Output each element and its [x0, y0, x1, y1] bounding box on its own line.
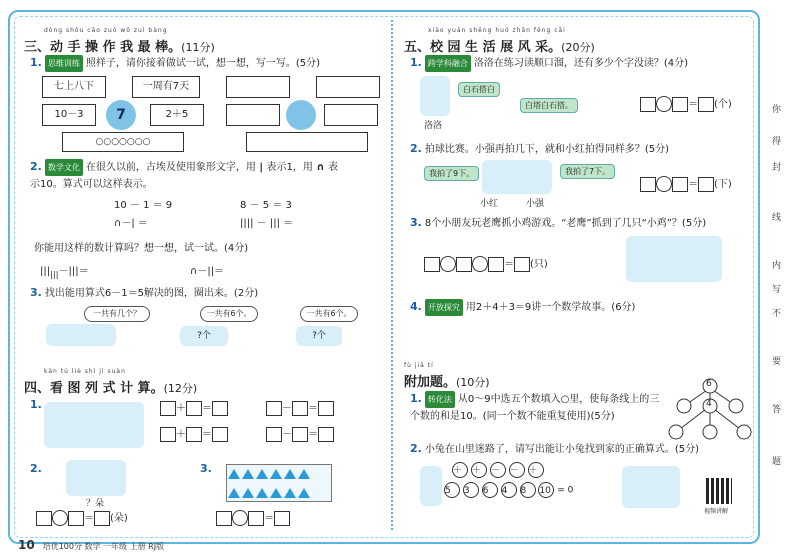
num-circle: 5: [444, 482, 460, 498]
op: －: [282, 429, 292, 440]
q5-3-eq: ＝ (只): [424, 256, 548, 273]
q4-3-eq: [216, 510, 290, 527]
margin-char: 答: [772, 405, 782, 415]
margin-char: 封: [772, 163, 782, 173]
q5-1-text: 洛洛在练习读顺口溜，还有多少个字没读？(4分): [473, 58, 689, 69]
path-numbers: [444, 482, 573, 500]
dots-row: ○○○○○○○: [62, 132, 184, 152]
q4-2-label: 2.: [30, 462, 42, 475]
num-circle: 3: [463, 482, 479, 498]
path-zero: = 0: [557, 485, 574, 496]
box-yizhou: 一周有7天: [132, 76, 200, 98]
qr-label: 视频讲解: [704, 508, 729, 515]
q3-1-num: 1.: [30, 56, 42, 69]
ex-1-num: 1.: [410, 392, 422, 405]
op: ＝: [308, 403, 318, 414]
column-divider: [391, 20, 393, 530]
ball-kids-image: [482, 160, 552, 194]
num-circle: 8: [520, 482, 536, 498]
q5-4: [410, 298, 635, 316]
q5-2-eq: ＝ (下): [640, 176, 732, 193]
sec5-pinyin: xiào yuán shēng huó zhǎn fēng cǎi: [428, 27, 566, 34]
q3-2-text4: 示10。算式可以这样表示。: [30, 179, 153, 190]
name-xiaoqiang: 小强: [526, 199, 545, 209]
q5-4-tag: 开放探究: [425, 299, 463, 316]
margin-char: 题: [772, 457, 782, 467]
sec3-title-text: 三、动 手 操 作 我 最 棒。: [24, 40, 182, 55]
q4-1-eq-d: [266, 426, 334, 443]
margin-char: 内: [772, 261, 782, 271]
ex-1: [410, 390, 660, 425]
q5-3-num: 3.: [410, 216, 422, 229]
eagle-game-image: [626, 236, 722, 282]
answer-box-c[interactable]: [226, 104, 280, 126]
answer-box-d[interactable]: [324, 104, 378, 126]
q3-1: [30, 54, 320, 72]
bubble-3: 一共有6个。: [300, 306, 358, 322]
ex2: ∩－||＝: [190, 266, 225, 277]
op-circle[interactable]: ＋: [528, 462, 544, 478]
q4-1-eq-a: [160, 400, 228, 417]
qr-code[interactable]: [706, 478, 732, 504]
flowers-image: [66, 460, 126, 496]
op: ＝: [202, 429, 212, 440]
q3-3-num: 3.: [30, 286, 42, 299]
ex-1-tag: 转化法: [425, 391, 455, 408]
tree-six: 6: [706, 379, 712, 389]
name-xiaohong: 小红: [480, 199, 499, 209]
page-footer: [18, 538, 164, 552]
answer-box-e[interactable]: [246, 132, 368, 152]
op: ＝: [202, 403, 212, 414]
op-circle[interactable]: －: [509, 462, 525, 478]
sec3-title: [24, 36, 215, 55]
extra-score: (10分): [456, 376, 490, 389]
eq2-glyph: |||| － ||| ＝: [240, 218, 294, 229]
luoluo-image: [420, 76, 450, 116]
tree-four: 4: [706, 399, 712, 409]
op: －: [282, 403, 292, 414]
unit-xia: (下): [714, 179, 732, 190]
num-circle: 4: [501, 482, 517, 498]
op-circle[interactable]: ＋: [452, 462, 468, 478]
q3-2: 2. 数学文化 在很久以前，古埃及使用象形文字，用 | 表示1，用 ∩ 表 示10。算式可以这样表示。: [30, 160, 338, 190]
q4-1-eq-b: [160, 426, 228, 443]
ex-2-text: 小兔在山里迷路了，请写出能让小兔找到家的正确算式。(5分): [424, 444, 700, 455]
answer-box-a[interactable]: [226, 76, 290, 98]
sec4-title: [24, 377, 197, 396]
speech-xiaoqiang: 我拍了7下。: [560, 164, 615, 179]
extra-title: [404, 371, 490, 390]
sec4-score: (12分): [163, 382, 198, 395]
q4-3-label: 3.: [200, 462, 212, 475]
margin-char: 写: [772, 285, 782, 295]
q5-2: [410, 140, 669, 158]
sec5-title-text: 五、校 园 生 活 展 风 采。: [404, 40, 562, 55]
q4-2-eq: [36, 510, 128, 527]
sec3-score: (11分): [181, 41, 215, 54]
rabbit-image: [420, 466, 442, 506]
unit-duo: (朵): [110, 513, 128, 524]
q5-3-text: 8个小朋友玩老鹰抓小鸡游戏。“老鹰”抓到了几只“小鸡”？(5分): [424, 218, 707, 229]
op: ＋: [176, 429, 186, 440]
eq1-glyph: ∩－| ＝: [114, 218, 148, 229]
box-image-3[interactable]: ?个: [296, 326, 342, 346]
egg-carton-image[interactable]: [46, 324, 116, 346]
page-number: 10: [18, 538, 35, 552]
extra-pinyin: fù jiā tí: [404, 362, 434, 369]
q3-2-text3: 表: [327, 162, 338, 173]
margin-char: 得: [772, 137, 782, 147]
q4-3-num: [200, 460, 215, 478]
num-circle: 10: [538, 482, 554, 498]
margin-char: 要: [772, 357, 782, 367]
q5-2-text: 拍球比赛。小强再拍几下，就和小红拍得同样多？(5分): [424, 144, 670, 155]
ex1-eq: ＝: [78, 266, 89, 277]
chant-2: 白塔白石搭。: [520, 98, 578, 113]
sec4-pinyin: kàn tú liè shì jì suàn: [44, 368, 126, 375]
op-circle[interactable]: －: [490, 462, 506, 478]
q3-2-num: 2.: [30, 160, 42, 173]
box-qishangbaxia: 七上八下: [42, 76, 106, 98]
q3-2-text2: 表示1，用: [266, 162, 313, 173]
unit-ge: (个): [714, 99, 732, 110]
q3-3-text: 找出能用算式6－1＝5解决的图，圈出来。(2分): [44, 288, 259, 299]
footer-text: 培优100分 数学 一年级 上册 RJ版: [42, 542, 165, 551]
extra-title-text: 附加题。: [404, 375, 457, 390]
answer-oval[interactable]: [286, 100, 316, 130]
ex-2: [410, 440, 699, 458]
q4-1-eq-c: [266, 400, 334, 417]
q5-1-eq: ＝ (个): [640, 96, 732, 113]
op: ＝: [308, 429, 318, 440]
q5-4-text: 用2＋4＋3＝9讲一个数学故事。(6分): [465, 302, 636, 313]
ex-2-num: 2.: [410, 442, 422, 455]
q4-1-num: [30, 396, 45, 414]
sec3-pinyin: dòng shǒu cāo zuò wǒ zuì bàng: [44, 27, 168, 34]
margin-char: 你: [772, 105, 782, 115]
sec5-title: [404, 36, 595, 55]
margin-char: 线: [772, 213, 782, 223]
op-circle[interactable]: ＋: [471, 462, 487, 478]
q5-1-num: 1.: [410, 56, 422, 69]
luoluo-name: 洛洛: [424, 121, 443, 131]
flower-question: ？朵: [86, 499, 105, 509]
margin-char: 不: [772, 309, 782, 319]
sec5-score: (20分): [561, 41, 595, 54]
binding-margin: [764, 50, 794, 520]
house-image: [622, 466, 680, 508]
sec4-title-text: 四、看 图 列 式 计 算。: [24, 381, 164, 396]
bubble-1: 一共有几个？: [84, 306, 150, 322]
path-ops: [452, 462, 544, 480]
q4-2-num: [30, 460, 45, 478]
center-oval: 7: [106, 100, 136, 130]
ex-1-text: 从0～9中选五个数填入○里，使每条线上的三个数的和是10。(同一个数不能重复使用)(5分): [410, 394, 660, 422]
unit-zhi: (只): [530, 259, 548, 270]
speech-xiaohong: 我拍了9下。: [424, 166, 479, 181]
q5-3: [410, 214, 706, 232]
box-10-3: 10－3: [42, 104, 96, 126]
q3-2-ask: 你能用这样的数计算吗？想一想，试一试。(4分): [34, 243, 249, 254]
q3-1-text: 照样子，请你接着做试一试，想一想，写一写。(5分): [85, 58, 321, 69]
bubble-2: 一共有6个。: [200, 306, 258, 322]
q3-3: [30, 284, 258, 302]
q5-1: [410, 54, 688, 72]
q5-1-tag: 跨学科融合: [425, 55, 471, 72]
box-image-2[interactable]: ?个: [180, 326, 228, 346]
q3-1-tag: 思维训练: [45, 55, 83, 72]
q3-2-text1: 在很久以前，古埃及使用象形文字，用: [85, 162, 256, 173]
q5-2-num: 2.: [410, 142, 422, 155]
q5-4-num: 4.: [410, 300, 422, 313]
answer-box-b[interactable]: [316, 76, 380, 98]
ex1: $|||_{|||}-|||=$: [40, 266, 89, 279]
triangles-image: [226, 464, 332, 502]
chicks-image: [44, 402, 144, 448]
op: ＝: [84, 513, 94, 524]
op: ＋: [176, 403, 186, 414]
num-circle: 6: [482, 482, 498, 498]
q3-2-tag: 数学文化: [45, 159, 83, 176]
chant-1: 白石搭白: [458, 82, 500, 97]
op: ＝: [264, 513, 274, 524]
eq2: 8 － 5 ＝ 3: [240, 200, 292, 211]
q4-1-label: 1.: [30, 398, 42, 411]
eq1: 10 － 1 ＝ 9: [114, 200, 173, 211]
box-2-5: 2＋5: [150, 104, 204, 126]
